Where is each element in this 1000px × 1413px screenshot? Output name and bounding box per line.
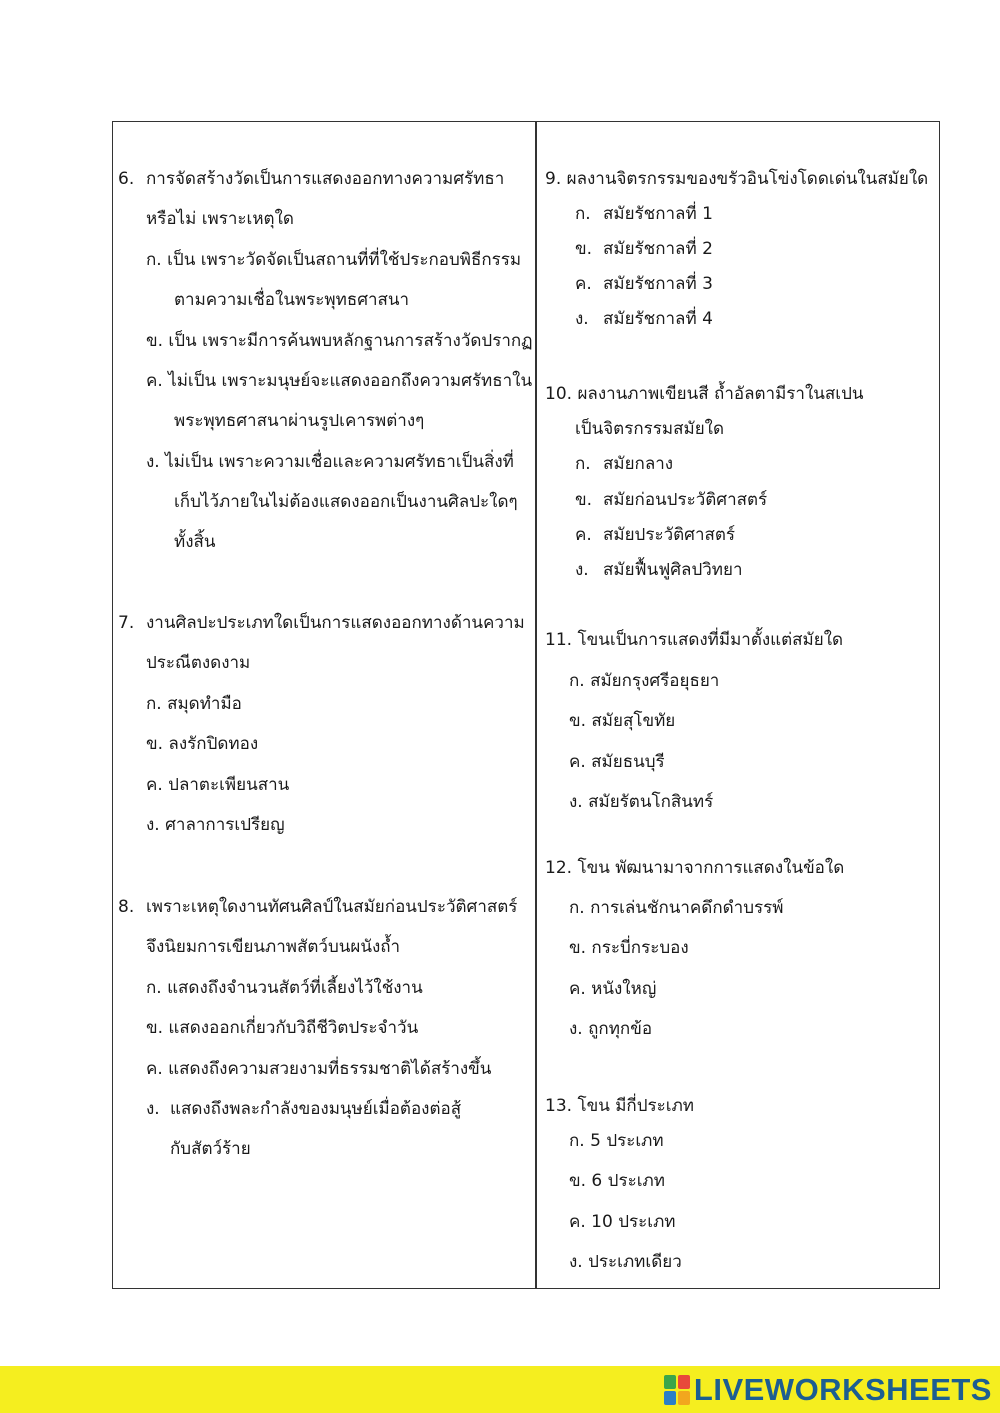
choice-b[interactable]: สมัยรัชกาลที่ 2 xyxy=(603,239,713,259)
choice-b[interactable]: ข. เป็น เพราะมีการค้นพบหลักฐานการสร้างวัดปรากฏ xyxy=(146,331,533,351)
choice-d-continued: กับสัตว์ร้าย xyxy=(170,1139,251,1159)
liveworksheets-logo[interactable] xyxy=(664,1372,992,1408)
choice-a-letter: ก. xyxy=(575,204,591,224)
choice-a[interactable]: สมัยรัชกาลที่ 1 xyxy=(603,204,713,224)
choice-d[interactable]: ง. สมัยรัตนโกสินทร์ xyxy=(569,792,714,812)
choice-c[interactable]: สมัยประวัติศาสตร์ xyxy=(603,525,736,545)
question-number: 8. xyxy=(118,897,135,917)
choice-b[interactable]: สมัยก่อนประวัติศาสตร์ xyxy=(603,490,768,510)
column-divider xyxy=(535,121,537,1289)
choice-b[interactable]: ข. 6 ประเภท xyxy=(569,1171,665,1191)
choice-d-continued: เก็บไว้ภายในไม่ต้องแสดงออกเป็นงานศิลปะใดๆ xyxy=(174,492,518,512)
question-text: 11. โขนเป็นการแสดงที่มีมาตั้งแต่สมัยใด xyxy=(545,630,844,650)
question-text: การจัดสร้างวัดเป็นการแสดงออกทางความศรัทธา xyxy=(146,169,505,189)
choice-a[interactable]: ก. สมัยกรุงศรีอยุธยา xyxy=(569,671,720,691)
question-text: จึงนิยมการเขียนภาพสัตว์บนผนังถ้ำ xyxy=(146,937,401,957)
question-number: 7. xyxy=(118,613,135,633)
question-text: หรือไม่ เพราะเหตุใด xyxy=(146,209,294,229)
choice-b[interactable]: ข. สมัยสุโขทัย xyxy=(569,711,676,731)
choice-d-continued: ทั้งสิ้น xyxy=(174,532,216,552)
question-text: ประณีตงดงาม xyxy=(146,653,251,673)
choice-b-letter: ข. xyxy=(575,490,593,510)
choice-d[interactable]: แสดงถึงพละกำลังของมนุษย์เมื่อต้องต่อสู้ xyxy=(170,1099,462,1119)
question-text: 12. โขน พัฒนามาจากการแสดงในข้อใด xyxy=(545,858,845,878)
choice-d-letter: ง. xyxy=(146,1099,160,1119)
question-text: เพราะเหตุใดงานทัศนศิลป์ในสมัยก่อนประวัติศาสตร์ xyxy=(146,897,518,917)
choice-a[interactable]: ก. 5 ประเภท xyxy=(569,1131,664,1151)
choice-b[interactable]: ข. แสดงออกเกี่ยวกับวิถีชีวิตประจำวัน xyxy=(146,1018,419,1038)
choice-c[interactable]: ค. แสดงถึงความสวยงามที่ธรรมชาติได้สร้างขึ้น xyxy=(146,1059,492,1079)
choice-c-continued: พระพุทธศาสนาผ่านรูปเคารพต่างๆ xyxy=(174,411,425,431)
choice-c-letter: ค. xyxy=(575,274,592,294)
choice-b[interactable]: ข. ลงรักปิดทอง xyxy=(146,734,259,754)
choice-a[interactable]: สมัยกลาง xyxy=(603,454,674,474)
choice-d-letter: ง. xyxy=(575,309,589,329)
choice-b[interactable]: ข. กระบี่กระบอง xyxy=(569,938,689,958)
choice-d[interactable]: ง. ประเภทเดียว xyxy=(569,1252,682,1272)
choice-c[interactable]: สมัยรัชกาลที่ 3 xyxy=(603,274,713,294)
choice-a[interactable]: ก. แสดงถึงจำนวนสัตว์ที่เลี้ยงไว้ใช้งาน xyxy=(146,978,423,998)
footer-bar xyxy=(0,1366,1000,1413)
logo-squares-icon xyxy=(664,1375,690,1405)
choice-c[interactable]: ค. หนังใหญ่ xyxy=(569,979,657,999)
choice-c[interactable]: ค. ไม่เป็น เพราะมนุษย์จะแสดงออกถึงความศรัทธาใน xyxy=(146,371,533,391)
choice-d[interactable]: ง. ไม่เป็น เพราะความเชื่อและความศรัทธาเป็นสิ่งที่ xyxy=(146,452,514,472)
choice-a[interactable]: ก. สมุดทำมือ xyxy=(146,694,242,714)
choice-a[interactable]: ก. การเล่นชักนาคดึกดำบรรพ์ xyxy=(569,898,784,918)
choice-a[interactable]: ก. เป็น เพราะวัดจัดเป็นสถานที่ที่ใช้ประกอบพิธีกรรม xyxy=(146,250,522,270)
question-number: 6. xyxy=(118,169,135,189)
question-text: งานศิลปะประเภทใดเป็นการแสดงออกทางด้านความ xyxy=(146,613,525,633)
choice-d[interactable]: ง. ศาลาการเปรียญ xyxy=(146,815,285,835)
choice-d[interactable]: ง. ถูกทุกข้อ xyxy=(569,1019,653,1039)
choice-a-continued: ตามความเชื่อในพระพุทธศาสนา xyxy=(174,290,410,310)
choice-d[interactable]: สมัยรัชกาลที่ 4 xyxy=(603,309,713,329)
choice-c-letter: ค. xyxy=(575,525,592,545)
choice-c[interactable]: ค. สมัยธนบุรี xyxy=(569,752,665,772)
brand-name: LIVEWORKSHEETS xyxy=(693,1372,992,1407)
choice-d-letter: ง. xyxy=(575,560,589,580)
choice-c[interactable]: ค. ปลาตะเพียนสาน xyxy=(146,775,290,795)
question-text: 9. ผลงานจิตรกรรมของขรัวอินโข่งโดดเด่นในสมัยใด xyxy=(545,169,929,189)
choice-b-letter: ข. xyxy=(575,239,593,259)
question-text: 13. โขน มีกี่ประเภท xyxy=(545,1096,694,1116)
question-text: เป็นจิตรกรรมสมัยใด xyxy=(575,419,724,439)
choice-c[interactable]: ค. 10 ประเภท xyxy=(569,1212,676,1232)
choice-a-letter: ก. xyxy=(575,454,591,474)
question-text: 10. ผลงานภาพเขียนสี ถ้ำอัลตามีราในสเปน xyxy=(545,384,864,404)
choice-d[interactable]: สมัยฟื้นฟูศิลปวิทยา xyxy=(603,560,743,580)
